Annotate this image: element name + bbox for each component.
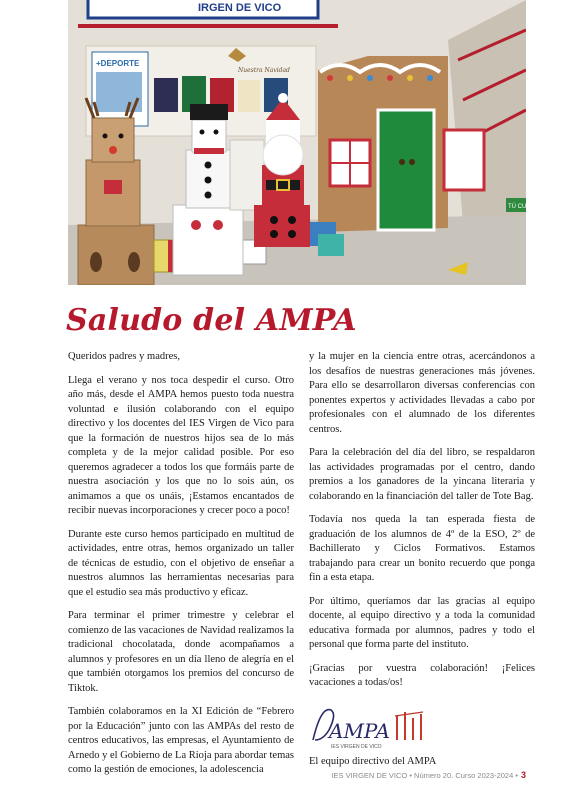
ampa-logo-mark <box>309 700 439 752</box>
page-footer <box>331 770 526 780</box>
hero-photo <box>68 0 526 285</box>
poster-text: +DEPORTE <box>96 59 140 68</box>
paragraph: Para terminar el primer trimestre y celebrar el comienzo de las vacaciones de Navidad realizamos la tradicional chocolatada, donde acompañamos a alumnos y profesores en un día lleno de alegría en el que también otorgamos los premios del concurso de Tiktok. <box>68 610 294 694</box>
paragraph: Por último, queríamos dar las gracias al equipo docente, al equipo directivo y a toda la comunidad educativa formada por alumnos, padres y todo el personal que forma parte del instituto. <box>309 595 535 650</box>
footer-text: IES VIRGEN DE VICO • Número 20. Curso 2023-2024 • <box>331 771 518 780</box>
logo-subtext: IES VIRGEN DE VICO <box>331 743 382 750</box>
paragraph: y la mujer en la ciencia entre otras, acercándonos a los desafíos de nuestras generaciones más jóvenes. Para ello se desarrollaron diversas conferencias con ponentes expertos y actividades llevadas a cabo por profesionales con el alumnado de los diferentes centros. <box>309 351 535 435</box>
signature: El equipo directivo del AMPA <box>309 755 437 767</box>
stair-sign-1: TÚ CU <box>508 204 526 210</box>
closing-line: ¡Gracias por vuestra colaboración! ¡Felices vacaciones a todas/os! <box>309 662 535 688</box>
banner-text: IRGEN DE VICO <box>198 2 282 14</box>
right-column <box>309 350 535 769</box>
ampa-logo <box>309 700 535 752</box>
paragraph: Durante este curso hemos participado en multitud de actividades, entre otras, hemos organizado un taller de técnicas de estudio, con el objetivo de enseñar a nuestros alumnos las herramientas necesarias para que el estudio sea más productivo y eficaz. <box>68 528 294 598</box>
paragraph: Para la celebración del día del libro, se respaldaron las actividades programadas por el centro, dando premios a los ganadores de la yincana literaria y colaborando en la financiación del taller de Tote Bag. <box>309 447 535 502</box>
logo-text: AMPA <box>329 718 390 743</box>
christmas-decorations-image <box>68 0 526 285</box>
paragraph: También colaboramos en la XI Edición de “Febrero por la Educación” junto con las AMPAs del resto de centros educativos, las empresas, el Ayuntamiento de Arnedo y el Gobierno de La Rioja para abordar temas como la gestión de emociones, la adolescencia <box>68 706 294 775</box>
page-number: 3 <box>520 770 526 780</box>
page-title: Saludo del AMPA <box>66 303 357 338</box>
left-column <box>68 350 294 787</box>
wreath-text: Nuestra Navidad <box>238 67 290 74</box>
paragraph: Todavía nos queda la tan esperada fiesta de graduación de los alumnos de 4º de la ESO, 2º de Bachillerato y Ciclos Formativos. Estamos trabajando para crear un bonito recuerdo que ponga fin a esta etapa. <box>309 514 535 583</box>
greeting: Queridos padres y madres, <box>68 351 180 362</box>
paragraph: Llega el verano y nos toca despedir el curso. Otro año más, desde el AMPA hemos puesto toda nuestra voluntad e ilusión colaborando con el equipo directivo y los docentes del IES Virgen de Vico para que la formación de nuestros hijos sea de lo más completa y de la mejor calidad posible. Por eso queremos agradecer a todos los que formáis parte de nuestra asociación y los que no lo sois aún, os animamos a que os unáis, ¡Estamos encantados de recibir nuevas incorporaciones y crecer poco a poco! <box>68 374 294 516</box>
